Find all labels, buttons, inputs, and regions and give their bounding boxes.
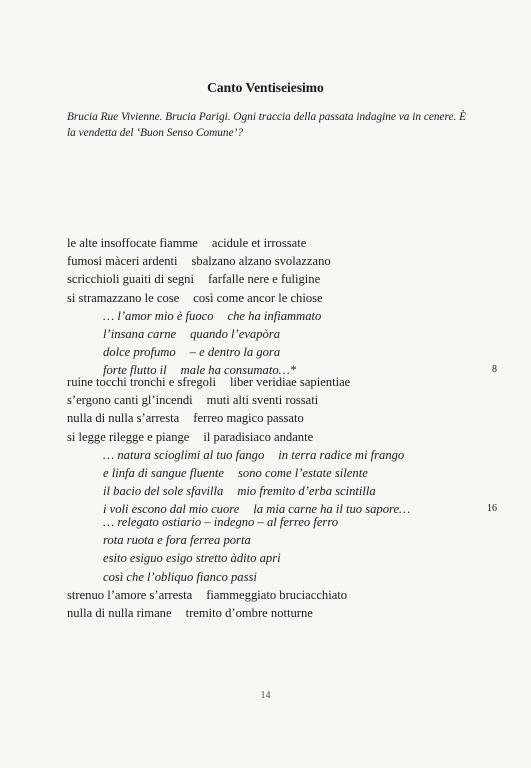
canto-title: Canto Ventiseiesimo	[207, 80, 324, 95]
line-number: 16	[487, 503, 497, 515]
verse-line: nulla di nulla s’arresta ferreo magico passato	[67, 411, 304, 426]
verse-line-italic: e linfa di sangue fluente sono come l’estate silente	[103, 465, 368, 480]
epigraph: Brucia Rue Vivienne. Brucia Parigi. Ogni traccia della passata indagine va in cenere. È la vendetta del ‘Buon Senso Comune’?	[67, 111, 467, 139]
verse-line-italic: … natura scioglimi al tuo fango in terra radice mi frango	[103, 447, 405, 462]
verse-line-italic: rota ruota e fora ferrea porta	[103, 533, 251, 548]
verse-line-italic: il bacio del sole sfavilla mio fremito d’erba scintilla	[103, 484, 376, 499]
verse-line: scricchioli guaiti di segni farfalle nere e fuligine	[67, 272, 321, 287]
verse-line: strenuo l’amore s’arresta fiammeggiato bruciacchiato	[67, 587, 348, 602]
stanza-1	[67, 234, 497, 380]
stanza-2	[67, 373, 497, 519]
verse-line: nulla di nulla rimane tremito d’ombre notturne	[67, 605, 313, 620]
verse-line-italic: i voli escono dal mio cuore la mia carne ha il tuo sapore… 16	[67, 500, 497, 518]
verse-line: si stramazzano le cose così come ancor le chiose	[67, 290, 323, 305]
line-number: 8	[492, 364, 497, 376]
verse-line: si legge rilegge e piange il paradisiaco andante	[67, 429, 314, 444]
verse-line-italic: forte flutto il male ha consumato…* 8	[67, 361, 497, 379]
page-number: 14	[260, 690, 271, 701]
stanza-3	[67, 513, 497, 622]
verse-line: ruine tocchi tronchi e sfregoli liber veridiae sapientiae	[67, 375, 351, 389]
verse-line: s’ergono canti gl’incendi muti alti sventi rossati	[67, 393, 319, 408]
verse-line-italic: … l’amor mio è fuoco che ha infiammato	[103, 308, 322, 323]
verse-line-italic: esito esiguo esigo stretto àdito apri	[103, 551, 281, 566]
verse-line-italic: così che l’obliquo fianco passi	[103, 569, 257, 584]
verse-line-italic: dolce profumo – e dentro la gora	[103, 345, 281, 360]
verse-line: le alte insoffocate fiamme acidule et irrossate	[67, 236, 307, 250]
verse-line-italic: l’insana carne quando l’evapòra	[103, 326, 280, 341]
verse-line: fumosi màceri ardenti sbalzano alzano svolazzano	[67, 254, 331, 269]
verse-line-italic: … relegato ostiario – indegno – al ferreo ferro	[103, 515, 339, 529]
